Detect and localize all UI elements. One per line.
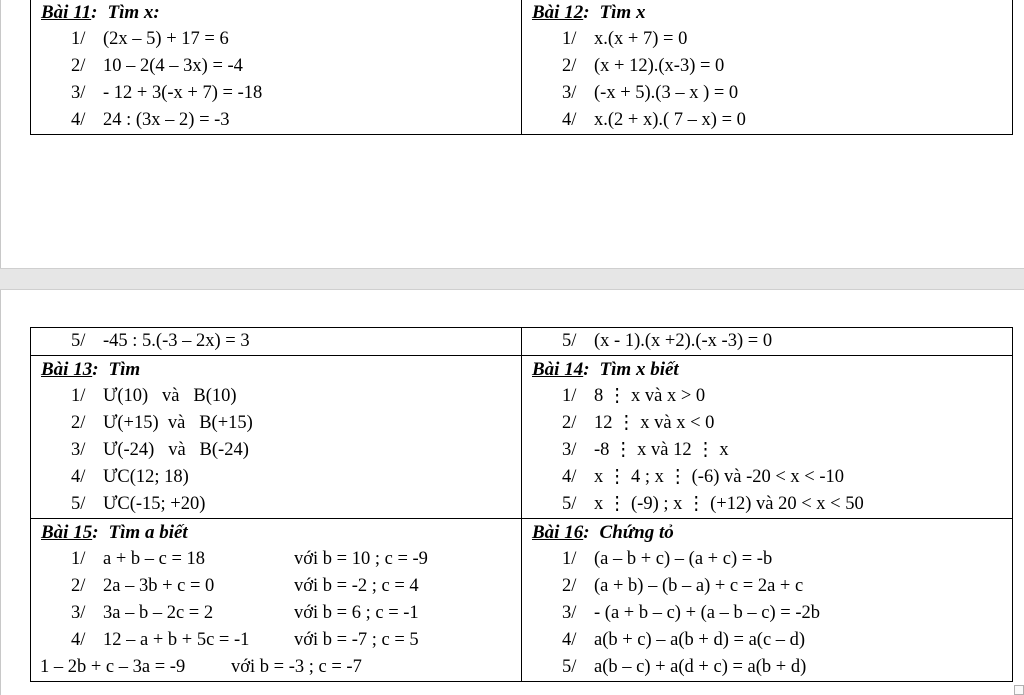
problem-row — [522, 26, 1012, 53]
problem-expression: (a – b + c) – (a + c) = -b — [594, 549, 773, 569]
problem-row — [522, 654, 1012, 681]
cell-bai-13 — [31, 356, 522, 519]
exercise-title: Bài 16: Chứng tỏ — [532, 522, 674, 543]
problem-number: 1/ — [562, 386, 577, 406]
exercise-heading: Chứng tỏ — [599, 522, 674, 543]
resize-corner[interactable] — [1014, 685, 1024, 695]
exercise-title: Bài 13: Tìm — [41, 359, 141, 380]
problem-row — [522, 410, 1012, 437]
exercise-heading: Tìm a biết — [108, 522, 188, 543]
exercise-heading: Tìm x — [599, 2, 646, 23]
problem-number: 4/ — [562, 467, 577, 487]
exercise-heading: Tìm x: — [107, 2, 160, 23]
problem-expression: - 12 + 3(-x + 7) = -18 — [103, 83, 263, 103]
problem-row — [522, 107, 1012, 134]
problem-row — [522, 53, 1012, 80]
problem-number: 5/ — [562, 494, 577, 514]
exercise-table-top — [30, 0, 1013, 135]
problem-expression: 2a – 3b + c = 0 — [103, 576, 215, 596]
problem-expression: Ư(+15) và B(+15) — [103, 413, 253, 433]
problem-expression: -8 ⋮ x và 12 ⋮ x — [594, 440, 729, 460]
problem-row — [31, 600, 521, 627]
problem-number: 2/ — [562, 413, 577, 433]
problem-expression: x.(x + 7) = 0 — [594, 29, 688, 49]
cell-bai-12 — [522, 0, 1013, 135]
problem-number: 4/ — [71, 630, 86, 650]
problem-expression: a + b – c = 18 — [103, 549, 206, 569]
problem-row — [31, 80, 521, 107]
problem-number: 4/ — [71, 110, 86, 130]
problem-expression: - (a + b – c) + (a – b – c) = -2b — [594, 603, 820, 623]
problem-number: 1/ — [562, 549, 577, 569]
problem-row — [522, 491, 1012, 518]
cell-bai-11-continued — [31, 328, 522, 356]
cell-bai-11 — [31, 0, 522, 135]
problem-expression: 1 – 2b + c – 3a = -9 — [40, 657, 186, 677]
exercise-title: Bài 11: Tìm x: — [41, 2, 160, 23]
page-break-gap — [0, 268, 1024, 290]
problem-row — [31, 437, 521, 464]
problem-row — [522, 383, 1012, 410]
exercise-number: Bài 13 — [41, 359, 93, 380]
problem-condition: với b = 6 ; c = -1 — [294, 603, 419, 623]
problem-number: 3/ — [562, 603, 577, 623]
problem-expression: 12 ⋮ x và x < 0 — [594, 413, 715, 433]
exercise-title: Bài 12: Tìm x — [532, 2, 646, 23]
exercise-title: Bài 15: Tìm a biết — [41, 522, 188, 543]
problem-expression: ƯC(-15; +20) — [103, 494, 206, 514]
problem-number: 5/ — [562, 331, 577, 351]
exercise-heading: Tìm — [108, 359, 141, 380]
problem-expression: x.(2 + x).( 7 – x) = 0 — [594, 110, 746, 130]
exercise-table-bottom — [30, 327, 1013, 682]
problem-number: 3/ — [562, 440, 577, 460]
problem-number: 1/ — [562, 29, 577, 49]
problem-condition: với b = 10 ; c = -9 — [294, 549, 428, 569]
problem-number: 3/ — [562, 83, 577, 103]
exercise-number: Bài 15 — [41, 522, 93, 543]
cell-bai-15 — [31, 519, 522, 682]
problem-number: 2/ — [562, 56, 577, 76]
problem-expression: 12 – a + b + 5c = -1 — [103, 630, 250, 650]
problem-expression: ƯC(12; 18) — [103, 467, 189, 487]
problem-number: 5/ — [71, 494, 86, 514]
problem-row — [522, 80, 1012, 107]
problem-row — [31, 627, 521, 654]
problem-number: 5/ — [71, 331, 86, 351]
problem-expression: Ư(10) và B(10) — [103, 386, 237, 406]
problem-number: 4/ — [71, 467, 86, 487]
problem-row — [522, 546, 1012, 573]
problem-row — [31, 383, 521, 410]
exercise-number: Bài 14 — [532, 359, 584, 380]
problem-number: 2/ — [71, 56, 86, 76]
problem-number: 4/ — [562, 630, 577, 650]
problem-row — [522, 573, 1012, 600]
problem-row — [31, 491, 521, 518]
problem-row — [522, 328, 1012, 355]
problem-expression: -45 : 5.(-3 – 2x) = 3 — [103, 331, 250, 351]
problem-condition: với b = -3 ; c = -7 — [231, 657, 362, 677]
problem-number: 1/ — [71, 386, 86, 406]
problem-condition: với b = -7 ; c = 5 — [294, 630, 419, 650]
exercise-number: Bài 12 — [532, 2, 584, 23]
problem-row — [522, 437, 1012, 464]
problem-expression: 24 : (3x – 2) = -3 — [103, 110, 230, 130]
problem-row — [31, 654, 521, 681]
problem-expression: (-x + 5).(3 – x ) = 0 — [594, 83, 739, 103]
problem-number: 3/ — [71, 83, 86, 103]
problem-expression: a(b + c) – a(b + d) = a(c – d) — [594, 630, 806, 650]
problem-number: 2/ — [71, 413, 86, 433]
problem-expression: x ⋮ 4 ; x ⋮ (-6) và -20 < x < -10 — [594, 467, 845, 487]
problem-row — [31, 410, 521, 437]
problem-number: 4/ — [562, 110, 577, 130]
cell-bai-14 — [522, 356, 1013, 519]
problem-row — [522, 600, 1012, 627]
page-bottom — [0, 290, 1024, 695]
problem-number: 1/ — [71, 29, 86, 49]
problem-expression: 10 – 2(4 – 3x) = -4 — [103, 56, 243, 76]
problem-expression: (x + 12).(x-3) = 0 — [594, 56, 725, 76]
problem-number: 3/ — [71, 603, 86, 623]
problem-number: 2/ — [562, 576, 577, 596]
problem-expression: (a + b) – (b – a) + c = 2a + c — [594, 576, 804, 596]
problem-number: 3/ — [71, 440, 86, 460]
problem-row — [522, 464, 1012, 491]
problem-expression: (2x – 5) + 17 = 6 — [103, 29, 229, 49]
cell-bai-16 — [522, 519, 1013, 682]
problem-row — [31, 573, 521, 600]
problem-number: 2/ — [71, 576, 86, 596]
exercise-number: Bài 16 — [532, 522, 584, 543]
problem-row — [31, 546, 521, 573]
problem-expression: Ư(-24) và B(-24) — [103, 440, 249, 460]
problem-number: 5/ — [562, 657, 577, 677]
problem-condition: với b = -2 ; c = 4 — [294, 576, 419, 596]
problem-expression: 3a – b – 2c = 2 — [103, 603, 214, 623]
problem-row — [31, 328, 521, 355]
problem-expression: (x - 1).(x +2).(-x -3) = 0 — [594, 331, 773, 351]
exercise-title: Bài 14: Tìm x biết — [532, 359, 679, 380]
exercise-number: Bài 11 — [41, 2, 92, 23]
problem-expression: a(b – c) + a(d + c) = a(b + d) — [594, 657, 807, 677]
problem-row — [522, 627, 1012, 654]
problem-number: 1/ — [71, 549, 86, 569]
problem-expression: 8 ⋮ x và x > 0 — [594, 386, 706, 406]
problem-row — [31, 26, 521, 53]
problem-row — [31, 53, 521, 80]
exercise-heading: Tìm x biết — [599, 359, 679, 380]
problem-row — [31, 107, 521, 134]
page-top — [0, 0, 1024, 268]
cell-bai-12-continued — [522, 328, 1013, 356]
problem-row — [31, 464, 521, 491]
problem-expression: x ⋮ (-9) ; x ⋮ (+12) và 20 < x < 50 — [594, 494, 864, 514]
